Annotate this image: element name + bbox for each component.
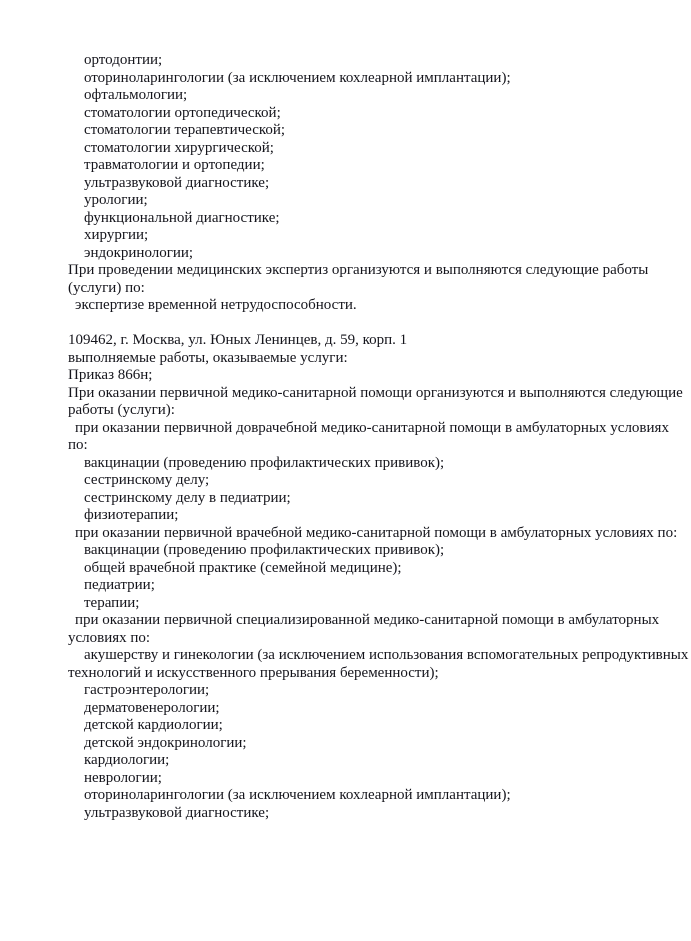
text-line: кардиологии; [84,752,170,768]
text-line: стоматологии терапевтической; [84,122,286,138]
text-line: (услуги) по: [68,279,145,296]
text-line: хирургии; [84,227,149,243]
text-line: дерматовенерологии; [84,699,220,716]
text-line: при оказании первичной доврачебной медико-санитарной помощи в амбулаторных условиях [75,419,669,436]
text-line: При оказании первичной медико-санитарной помощи организуются и выполняются следующие [68,384,683,401]
text-line: сестринскому делу в педиатрии; [84,489,291,506]
text-line: эндокринологии; [84,244,194,261]
text-line: ортодонтии; [84,52,163,68]
text-line: урологии; [84,192,148,208]
text-line: неврологии; [84,769,162,786]
text-line: ультразвуковой диагностике; [84,804,270,821]
text-line [68,315,683,333]
text-line: физиотерапии; [84,507,179,523]
text-line: стоматологии ортопедической; [84,104,281,121]
text-line: вакцинации (проведению профилактических прививок); [84,542,445,558]
text-line: терапии; [84,594,140,611]
text-line: Приказ 866н; [68,367,153,383]
text-line: при оказании первичной специализированной медико-санитарной помощи в амбулаторных [75,612,660,628]
text-line: При проведении медицинских экспертиз организуются и выполняются следующие работы [68,262,649,278]
text-line: стоматологии хирургической; [84,139,274,156]
text-line: функциональной диагностике; [84,209,280,226]
document-text-block [68,52,689,822]
text-line: вакцинации (проведению профилактических прививок); [84,454,445,471]
text-line: акушерству и гинекологии (за исключением использования вспомогательных репродуктивных [84,647,689,663]
text-line: офтальмологии; [84,87,188,103]
text-line: оториноларингологии (за исключением кохлеарной имплантации); [84,69,511,86]
text-line: травматологии и ортопедии; [84,157,265,173]
text-line: работы (услуги): [68,402,175,418]
text-line: сестринскому делу; [84,472,210,488]
text-line: гастроэнтерологии; [84,682,210,698]
text-line: условиях по: [68,629,151,646]
text-line: педиатрии; [84,577,155,593]
text-line: 109462, г. Москва, ул. Юных Ленинцев, д. 59, корп. 1 [68,332,408,348]
text-line: по: [68,437,88,453]
text-line: общей врачебной практике (семейной медицине); [84,559,402,576]
text-line: технологий и искусственного прерывания беременности); [68,664,439,681]
text-line: детской эндокринологии; [84,734,247,751]
text-line: выполняемые работы, оказываемые услуги: [68,349,348,366]
text-line: детской кардиологии; [84,717,223,733]
text-line: при оказании первичной врачебной медико-санитарной помощи в амбулаторных условиях по: [75,524,678,541]
text-line: экспертизе временной нетрудоспособности. [75,297,357,313]
text-line: ультразвуковой диагностике; [84,174,270,191]
text-line: оториноларингологии (за исключением кохлеарной имплантации); [84,787,511,803]
